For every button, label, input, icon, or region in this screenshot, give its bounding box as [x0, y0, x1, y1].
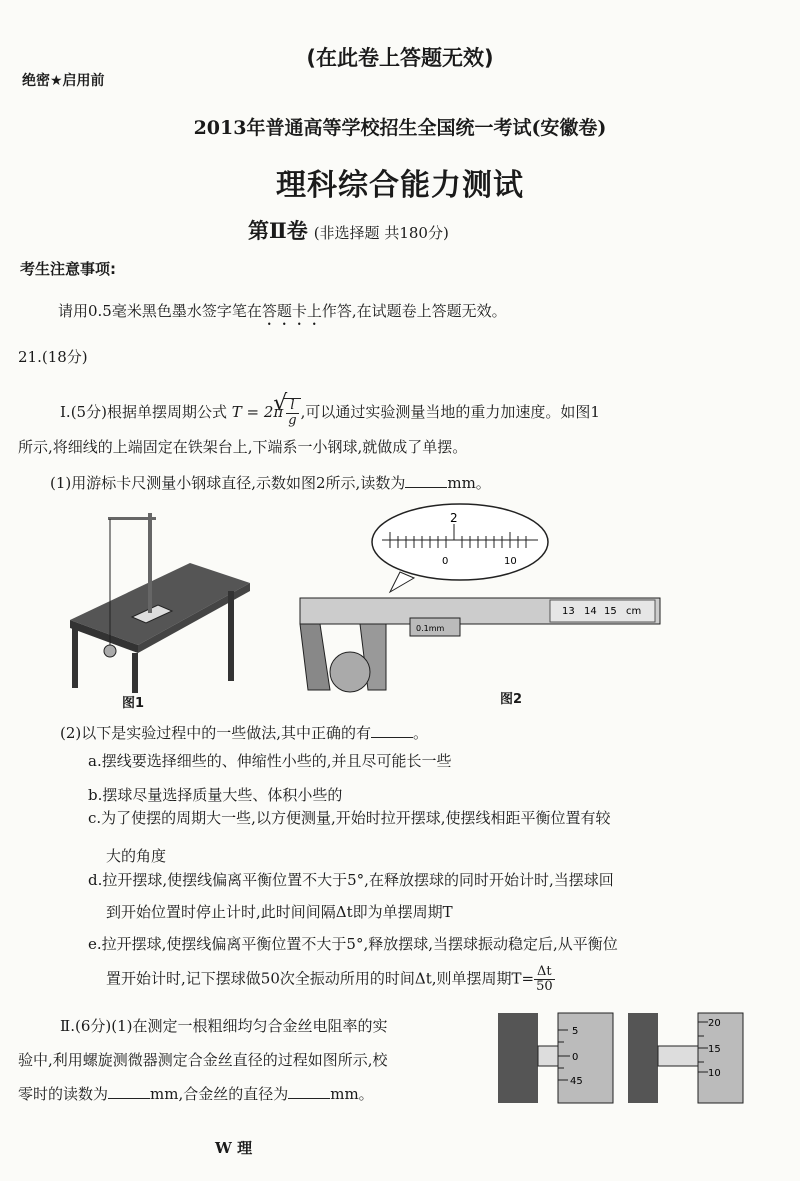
answer-blank-3[interactable] — [108, 1084, 150, 1099]
figure-1-pendulum — [60, 505, 260, 695]
option-c-line1: c.为了使摆的周期大一些,以方便测量,开始时拉开摆球,使摆线相距平衡位置有较 — [88, 809, 611, 827]
micrometer-wire-figure — [628, 1008, 748, 1108]
option-e-line2 — [106, 965, 555, 994]
figure-1-caption: 图1 — [122, 696, 145, 711]
fig2-main-14: 14 — [584, 606, 597, 617]
option-e-text: 置开始计时,记下摆球做50次全振动所用的时间Δt,则单摆周期T= — [106, 969, 535, 988]
fig2-precision: 0.1mm — [416, 624, 445, 633]
fig2-main-13: 13 — [562, 606, 575, 617]
part2-text-c: mm。 — [330, 1085, 374, 1103]
fig2-label-10: 10 — [504, 556, 517, 567]
volume-heading — [248, 215, 449, 245]
answer-blank-2[interactable] — [371, 723, 413, 738]
notice-title: 考生注意事项: — [20, 260, 116, 278]
part1-intro-line2: 所示,将细线的上端固定在铁架台上,下端系一小钢球,就做成了单摆。 — [18, 438, 468, 456]
part2-line2: 验中,利用螺旋测微器测定合金丝直径的过程如图所示,校 — [18, 1051, 388, 1069]
notice-text-a: 请用0.5毫米黑色墨水签字笔在 — [58, 302, 262, 320]
option-a: a.摆线要选择细些的、伸缩性小些的,并且尽可能长一些 — [88, 752, 452, 770]
notice-text-b: 作答,在试题卷上答题无效。 — [321, 302, 507, 320]
option-e-frac — [534, 965, 555, 994]
mic2-label-15: 15 — [708, 1044, 721, 1055]
figure-2-caption: 图2 — [500, 692, 523, 707]
fig2-main-15: 15 — [604, 606, 617, 617]
option-d-line2: 到开始位置时停止计时,此时间间隔Δt即为单摆周期T — [106, 903, 453, 921]
mic2-label-20: 20 — [708, 1018, 721, 1029]
answer-blank-4[interactable] — [288, 1084, 330, 1099]
option-d-line1: d.拉开摆球,使摆线偏离平衡位置不大于5°,在释放摆球的同时开始计时,当摆球回 — [88, 871, 614, 889]
part1-sub1 — [50, 472, 491, 494]
part2-line3 — [18, 1083, 374, 1105]
part2-line1: Ⅱ.(6分)(1)在测定一根粗细均匀合金丝电阻率的实 — [60, 1017, 388, 1035]
mic1-label-0: 0 — [572, 1052, 579, 1063]
notice-text-emph: 答题卡上 — [261, 302, 322, 320]
subject-title: 理科综合能力测试 — [276, 168, 524, 203]
formula-g: g — [288, 413, 297, 428]
formula-l: √ l — [286, 399, 298, 414]
top-note: (在此卷上答题无效) — [306, 46, 494, 70]
micrometer-zero-figure — [498, 1008, 618, 1108]
fig2-label-2: 2 — [450, 511, 458, 525]
answer-blank-1[interactable] — [405, 473, 447, 488]
sub2-text: (2)以下是实验过程中的一些做法,其中正确的有 — [60, 724, 372, 742]
sub2-end: 。 — [413, 724, 429, 742]
formula-frac — [286, 399, 298, 428]
notice-text — [58, 300, 507, 329]
page-footer: W 理 — [215, 1139, 253, 1157]
fig2-label-0: 0 — [442, 556, 449, 567]
fig2-unit: cm — [626, 606, 642, 617]
frac-den: 50 — [536, 979, 553, 994]
part2-text-a: 零时的读数为 — [18, 1085, 109, 1103]
mic1-label-45: 45 — [570, 1076, 583, 1087]
volume-label: 第Ⅱ卷 — [248, 218, 308, 243]
part1-intro-a: Ⅰ.(5分)根据单摆周期公式 — [60, 403, 227, 421]
formula-T: T = 2π — [231, 403, 284, 421]
option-c-line2: 大的角度 — [106, 847, 167, 865]
frac-num: Δt — [534, 965, 555, 980]
mic1-label-5: 5 — [572, 1026, 579, 1037]
formula-sqrt — [284, 398, 300, 428]
part1-intro-b: ,可以通过实验测量当地的重力加速度。如图1 — [300, 403, 600, 421]
figure-2-caliper — [290, 500, 690, 700]
secret-mark: 绝密★启用前 — [22, 73, 105, 89]
part2-text-b: mm,合金丝的直径为 — [150, 1085, 289, 1103]
exam-title: 2013年普通高等学校招生全国统一考试(安徽卷) — [193, 117, 607, 139]
option-b: b.摆球尽量选择质量大些、体积小些的 — [88, 786, 343, 804]
sub1-text: (1)用游标卡尺测量小钢球直径,示数如图2所示,读数为 — [50, 474, 406, 492]
sub1-unit: mm。 — [447, 474, 491, 492]
option-e-line1: e.拉开摆球,使摆线偏离平衡位置不大于5°,释放摆球,当摆球振动稳定后,从平衡位 — [88, 935, 618, 953]
question-number: 21.(18分) — [18, 348, 88, 366]
part1-intro-line1 — [60, 398, 600, 428]
volume-sub: (非选择题 共180分) — [313, 224, 449, 242]
mic2-label-10: 10 — [708, 1068, 721, 1079]
part1-sub2 — [60, 722, 428, 744]
